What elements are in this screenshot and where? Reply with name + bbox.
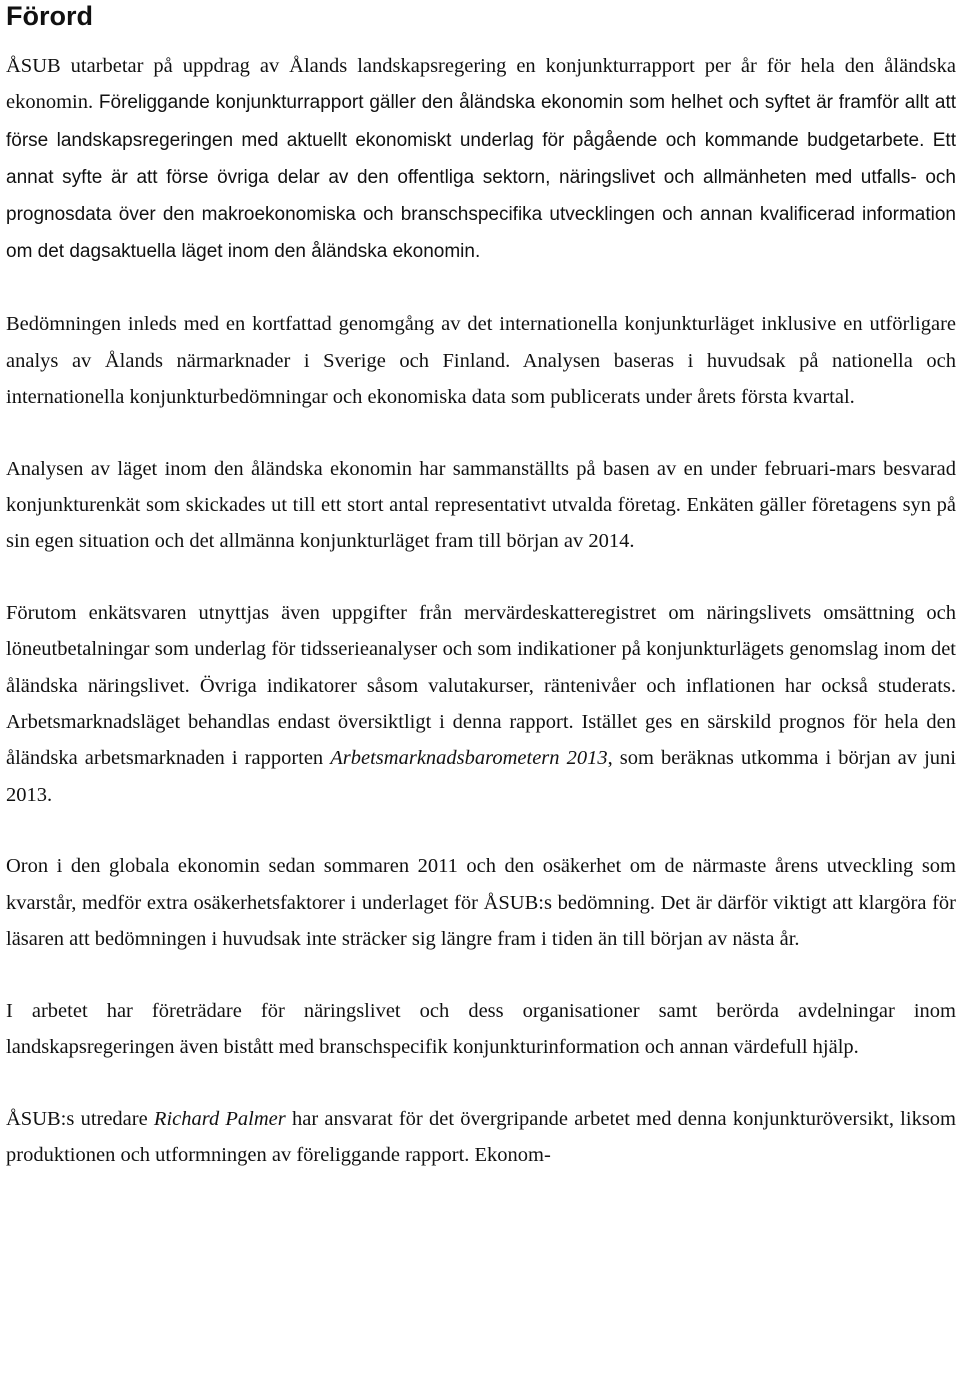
page-title: Förord	[6, 1, 93, 31]
paragraph-1-text-a: ÅSUB utarbetar på uppdrag av Ålands landskapsregering en konjunkturrapport per år för hela den åländska ekonomin.	[6, 55, 956, 114]
paragraph-4-text-b: Övriga indikatorer såsom valutakurser, räntenivåer och inflationen har också studerats. Arbetsmarknadsläget behandlas endast översiktligt i denna rapport. Istället ges en särskild prognos för hela den åländska arbetsmarknaden i rapporten	[6, 674, 956, 770]
paragraph-7-text-b: har ansvarat för det övergripande arbetet med denna konjunkturöversikt, liksom produktionen och utformningen av föreliggande rapport. Ekonom-	[6, 1107, 956, 1167]
paragraph-5: Oron i den globala ekonomin sedan sommaren 2011 och den osäkerhet om de närmaste årens utveckling som kvarstår, medför extra osäkerhetsfaktorer i underlaget för ÅSUB:s bedömning. Det är därför viktigt att klargöra för läsaren att bedömningen i huvudsak inte sträcker sig längre fram i tiden än till början av nästa år.	[6, 855, 956, 950]
paragraph-2	[6, 306, 956, 415]
paragraph-6: I arbetet har företrädare för näringslivet och dess organisationer samt berörda avdelningar inom landskapsregeringen även bistått med branschspecifik konjunkturinformation och annan värdefull hjälp.	[6, 999, 956, 1059]
paragraph-4-text-a: Förutom enkätsvaren utnyttjas även uppgifter från mervärdeskatteregistret om näringslivets omsättning och löneutbetalningar som underlag för tidsserieanalyser och som indikationer på konjunkturlägets genomslag inom det åländska näringslivet.	[6, 602, 956, 697]
paragraph-1-text-b: Föreliggande konjunkturrapport gäller den åländska ekonomin som helhet och syftet är framför allt att förse landskapsregeringen med aktuellt ekonomiskt underlag för pågående och kommande budgetarbete. Ett annat syfte är att förse övriga delar av den offentliga sektorn, näringslivet och allmänheten med utfalls- och prognosdata över den makroekonomiska och branschspecifika utvecklingen och annan kvalificerad information om det dagsaktuella läget inom den åländska ekonomin.	[6, 92, 956, 263]
paragraph-3	[6, 451, 956, 560]
paragraph-7-text-a: ÅSUB:s utredare	[6, 1107, 154, 1130]
paragraph-4-text-c: , som beräknas utkomma i början av juni 2013.	[6, 747, 956, 806]
paragraph-1	[6, 48, 956, 271]
author-name-italic: Richard Palmer	[153, 1107, 286, 1130]
paragraph-3-text-b: Enkäten gäller företagens syn på sin egen situation och det allmänna konjunkturläget fram till början av 2014.	[6, 493, 957, 553]
document-page	[6, 0, 956, 1173]
paragraph-4	[6, 595, 956, 813]
paragraph-2-text-a: Bedömningen inleds med en kortfattad genomgång av det internationella konjunkturläget inklusive en utförligare analys av Ålands närmarknader i Sverige och Finland.	[6, 313, 956, 372]
paragraph-2-text-b: Analysen baseras i huvudsak på nationella och internationella konjunkturbedömningar och ekonomiska data som publicerats under årets första kvartal.	[6, 349, 956, 408]
report-title-italic: Arbetsmarknadsbarometern 2013	[330, 747, 608, 770]
paragraph-3-text-a: Analysen av läget inom den åländska ekonomin har sammanställts på basen av en under februari-mars besvarad konjunkturenkät som skickades ut till ett stort antal representativt utvalda företag.	[6, 457, 956, 516]
paragraph-7	[6, 1101, 956, 1174]
